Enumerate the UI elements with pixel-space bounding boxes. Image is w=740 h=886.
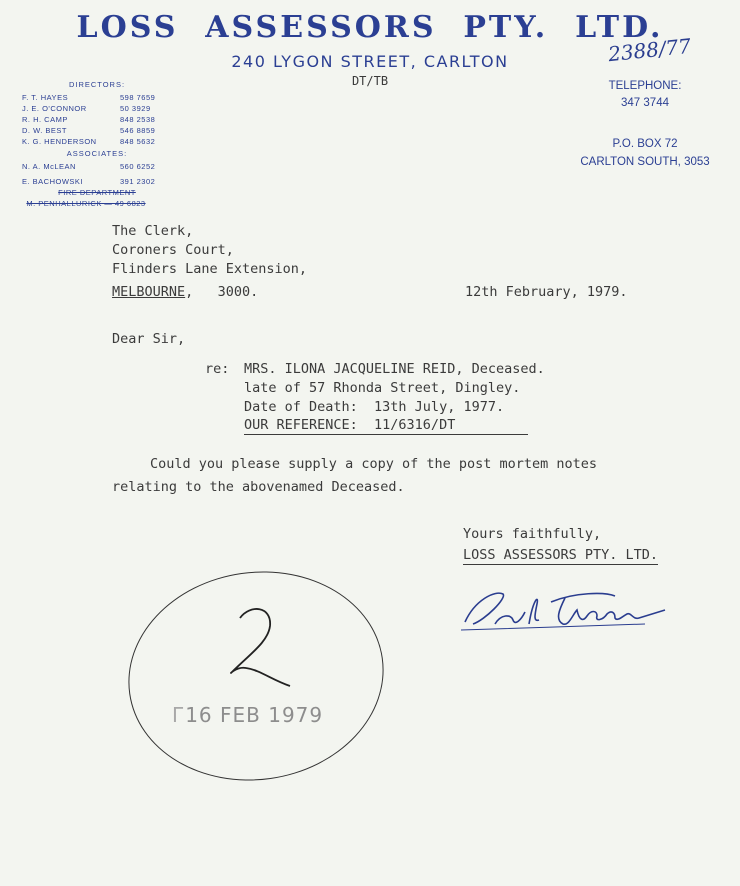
- handwritten-reference: 2388/77: [606, 33, 693, 67]
- fire-department-struck: FIRE DEPARTMENT: [58, 188, 136, 197]
- handwritten-number-2: [210, 600, 300, 690]
- associate-row: N. A. McLEAN 560 6252: [22, 162, 156, 171]
- letter-date: 12th February, 1979.: [465, 284, 628, 300]
- director-row: F. T. HAYES 598 7659: [22, 93, 156, 102]
- recipient-postcode: , 3000.: [185, 284, 259, 300]
- directors-list: [22, 80, 172, 209]
- recipient-line: Flinders Lane Extension,: [112, 261, 308, 277]
- directors-header: DIRECTORS:: [68, 80, 126, 89]
- initials-reference: DT/TB: [351, 74, 389, 88]
- received-date-stamp: Г16 FEB 1979: [172, 703, 324, 727]
- recipient-line: Coroners Court,: [112, 242, 234, 258]
- recipient-city-line: [112, 283, 258, 302]
- re-line: Date of Death: 13th July, 1977.: [244, 399, 505, 415]
- recipient-line: The Clerk,: [112, 223, 194, 239]
- our-reference: OUR REFERENCE: 11/6316/DT: [244, 417, 528, 435]
- telephone-label: TELEPHONE:: [608, 80, 682, 92]
- signature: [455, 580, 685, 640]
- associates-header: ASSOCIATES:: [66, 149, 128, 158]
- director-row: R. H. CAMP 848 2538: [22, 115, 156, 124]
- re-label: re:: [205, 361, 230, 377]
- po-box: P.O. BOX 72: [612, 138, 678, 150]
- po-city: CARLTON SOUTH, 3053: [580, 156, 710, 168]
- closing-yours: Yours faithfully,: [463, 526, 602, 542]
- recipient-city: MELBOURNE: [112, 284, 186, 300]
- associate-row: E. BACHOWSKI 391 2302: [22, 177, 156, 186]
- body-line: Could you please supply a copy of the post mortem notes: [150, 456, 598, 472]
- salutation: Dear Sir,: [112, 331, 186, 347]
- re-line: late of 57 Rhonda Street, Dingley.: [244, 380, 521, 396]
- closing-company: LOSS ASSESSORS PTY. LTD.: [463, 547, 659, 563]
- company-name: LOSS ASSESSORS PTY. LTD.: [76, 10, 664, 45]
- re-line: MRS. ILONA JACQUELINE REID, Deceased.: [244, 361, 545, 377]
- director-row: D. W. BEST 546 8859: [22, 126, 156, 135]
- fire-contact-struck: M. PENHALLURICK — 49 6823: [26, 199, 146, 208]
- director-row: K. G. HENDERSON 848 5632: [22, 137, 156, 146]
- body-line: relating to the abovenamed Deceased.: [112, 479, 405, 495]
- telephone-number: 347 3744: [621, 97, 669, 109]
- director-row: J. E. O'CONNOR 50 3929: [22, 104, 151, 113]
- company-address: 240 LYGON STREET, CARLTON: [231, 52, 509, 71]
